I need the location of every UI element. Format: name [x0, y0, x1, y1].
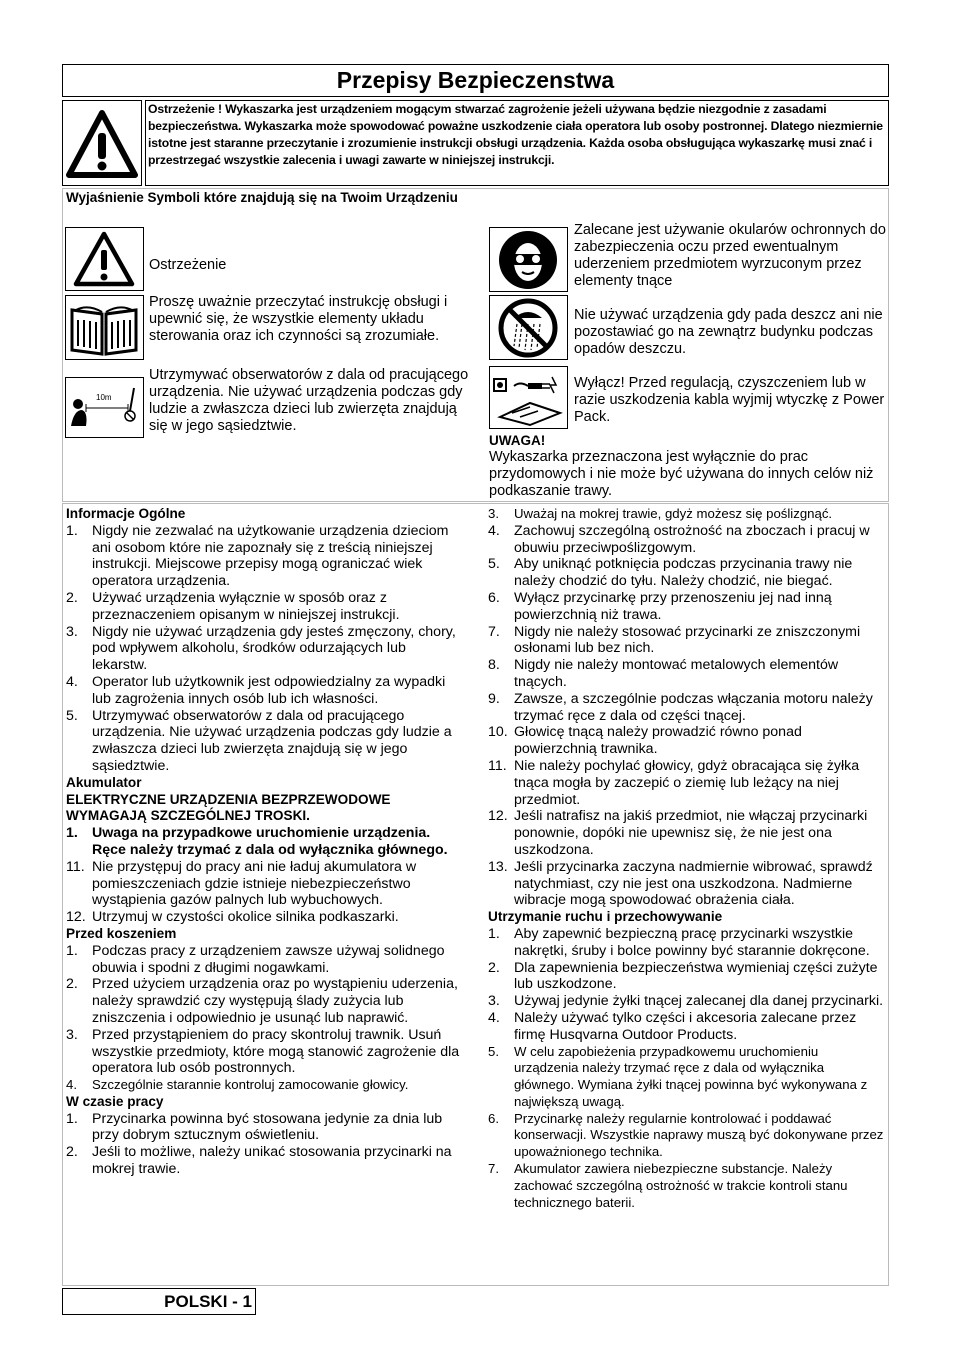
bystanders-distance-icon: [65, 377, 144, 438]
list-text: Jeśli to możliwe, należy unikać stosowania przycinarki na mokrej trawie.: [92, 1144, 452, 1178]
list-number: 7.: [488, 623, 500, 640]
list-number: 13.: [488, 858, 508, 875]
during-work-item: [488, 590, 886, 624]
general-info-item: [66, 624, 464, 674]
list-number: 2.: [66, 1144, 78, 1161]
list-text: Używaj jedynie żyłki tnącej zalecanej dla danej przycinarki.: [514, 993, 884, 1010]
list-number: 11.: [488, 757, 507, 774]
warning-symbol-icon: [65, 227, 144, 291]
during-work-heading: W czasie pracy: [66, 1093, 164, 1109]
list-text: Aby zapewnić bezpieczną pracę przycinarki wszystkie nakrętki, śruby i bolce powinny być starannie dokręcone.: [514, 925, 870, 959]
warning-notice: Ostrzeżenie ! Wykaszarka jest urządzeniem mogącym stwarzać zagrożenie jeżeli używana będzie niezgodnie z zasadami bezpieczeństwa. Wykaszarka może spowodować poważne uszkodzenie ciała operatora lub osoby postronnej. Dlatego niezmiernie istotne jest staranne przeczytanie i zrozumienie instrukcji obsługi urządzenia. Każda osoba obsługująca wykaszarkę musi znać i przestrzegać wszystkie zalecenia i uwagi zawarte w niniejszej instrukcji.: [145, 100, 889, 186]
list-number: 4.: [488, 522, 500, 539]
list-text: Nie należy pochylać głowicy, gdyż obracająca się żyłka tnąca mogła by zaczepić o ziemię lub leżący na niej przedmiot.: [514, 757, 860, 808]
battery-caps-warning: ELEKTRYCZNE URZĄDZENIA BEZPRZEWODOWE WYMAGAJĄ SZCZEGÓLNEJ TROSKI.: [66, 791, 391, 824]
list-number: 5.: [66, 707, 78, 724]
list-text: Wyłącz przycinarkę przy przenoszeniu jej nad inną powierzchnią niż trawa.: [514, 589, 832, 623]
maintenance-item: [488, 993, 886, 1010]
list-number: 12.: [488, 808, 508, 825]
general-info-item: [66, 590, 464, 624]
during-work-item: [488, 691, 886, 725]
during-work-item: [488, 624, 886, 658]
warning-symbol-label: Ostrzeżenie: [149, 257, 227, 273]
book-manual-icon: [65, 295, 144, 360]
maintenance-heading: Utrzymanie ruchu i przechowywanie: [488, 909, 723, 925]
general-info-item: [66, 708, 464, 775]
list-number: 8.: [488, 657, 500, 674]
goggles-symbol-label: Zalecane jest używanie okularów ochronnych do zabezpieczenia oczu przed ewentualnym uderzeniem przedmiotem wyrzuconym przez elementy tnące: [574, 222, 886, 289]
page-title: Przepisy Bezpieczenstwa: [62, 64, 889, 97]
during-work-item: [488, 859, 886, 909]
maintenance-item: [488, 1111, 886, 1161]
list-number: 1.: [488, 925, 500, 942]
battery-heading: Akumulator: [66, 774, 142, 790]
distance-mark: 10m: [96, 393, 112, 402]
list-text: Uwaga na przypadkowe uruchomienie urządzenia. Ręce należy trzymać z dala od wyłącznika głównego.: [92, 825, 448, 858]
list-text: Akumulator zawiera niebezpieczne substancje. Należy zachować szczególną ostrożność w trakcie kontroli stanu technicznego baterii.: [514, 1161, 848, 1210]
list-number: 6.: [488, 1110, 499, 1126]
general-info-item: [66, 674, 464, 708]
right-column: [488, 506, 886, 1211]
maintenance-item: [488, 1010, 886, 1044]
maintenance-item: [488, 1161, 886, 1211]
list-number: 5.: [488, 556, 500, 573]
during-work-item: [488, 523, 886, 557]
list-text: Zawsze, a szczególnie podczas włączania motoru należy trzymać ręce z dala od części tnącej.: [514, 690, 873, 724]
list-text: Nigdy nie należy montować metalowych elementów tnących.: [514, 657, 839, 690]
during-work-item: [488, 657, 886, 691]
list-number: 1.: [66, 522, 78, 539]
uwaga-title: UWAGA!: [489, 433, 546, 448]
list-number: 4.: [488, 1009, 500, 1026]
before-mowing-item: [66, 1027, 464, 1077]
before-mowing-item: [66, 1077, 464, 1094]
list-text: Jeśli przycinarka zaczyna nadmiernie wibrować, sprawdź natychmiast, czy nie jest ona uszkodzona. Nadmierne wibracje mogą spowodować obrażenia ciała.: [514, 858, 873, 909]
before-mowing-heading: Przed koszeniem: [66, 925, 177, 941]
list-text: Przed użyciem urządzenia oraz po wystąpieniu uderzenia, należy sprawdzić czy występują ślady zużycia lub zniszczenia i odpowiednio je usunąć lub naprawić.: [92, 976, 458, 1026]
list-number: 10.: [488, 724, 508, 741]
during-work-item: [488, 506, 886, 523]
maintenance-item: [488, 960, 886, 994]
list-text: Utrzymuj w czystości okolice silnika podkaszarki.: [92, 909, 399, 926]
list-text: Głowicę tnącą należy prowadzić równo ponad powierzchnią trawnika.: [514, 724, 802, 758]
list-number: 2.: [66, 589, 78, 606]
list-number: 9.: [488, 690, 500, 707]
manual-symbol-label: Proszę uważnie przeczytać instrukcję obsługi i upewnić się, że wszystkie elementy układu sterowania oraz ich czynności są zrozumiałe.: [149, 294, 448, 344]
no-rain-icon: [489, 295, 568, 360]
general-info-item: [66, 523, 464, 590]
list-number: 3.: [66, 623, 78, 640]
list-text: Aby uniknąć potknięcia podczas przycinania trawy nie należy chodzić do tyłu. Należy chodzić, nie biegać.: [514, 556, 853, 590]
list-number: 4.: [66, 1077, 77, 1093]
list-text: Nie przystępuj do pracy ani nie ładuj akumulatora w pomieszczeniach gdzie istnieje niebezpieczeństwo wystąpienia gazów palnych lub wybuchowych.: [92, 858, 417, 909]
maintenance-item: [488, 1044, 886, 1111]
list-number: 5.: [488, 1043, 499, 1059]
list-number: 11.: [66, 858, 85, 875]
list-text: Operator lub użytkownik jest odpowiedzialny za wypadki lub zagrożenia innych osób lub ich własności.: [92, 673, 446, 707]
safety-goggles-icon: [489, 227, 568, 292]
list-number: 12.: [66, 909, 86, 926]
battery-item: [66, 909, 464, 926]
uwaga-text: Wykaszarka przeznaczona jest wyłącznie do prac przydomowych i nie może być używana do innych celów niż podkaszanie trawy.: [489, 449, 874, 499]
bystanders-symbol-label: Utrzymywać obserwatorów z dala od pracującego urządzenia. Nie używać urządzenia podczas gdy ludzie a zwłaszcza dzieci lub zwierzęta znajdują się w jego sąsiedztwie.: [149, 367, 469, 434]
list-number: 2.: [66, 976, 78, 993]
maintenance-item: [488, 926, 886, 960]
list-number: 4.: [66, 673, 78, 690]
list-text: Utrzymywać obserwatorów z dala od pracującego urządzenia. Nie używać urządzenia podczas gdy ludzie a zwłaszcza dzieci lub zwierzęta znajdują się w jego sąsiedztwie.: [92, 707, 452, 774]
list-text: Uważaj na mokrej trawie, gdyż możesz się poślizgnąć.: [514, 506, 833, 521]
battery-item: [66, 825, 464, 859]
list-text: Przycinarkę należy regularnie kontrolować i poddawać konserwacji. Wszystkie naprawy muszą być dokonywane przez upoważnionego technika.: [514, 1110, 884, 1160]
list-number: 1.: [66, 942, 78, 959]
warning-triangle-icon: [62, 100, 142, 186]
list-number: 6.: [488, 589, 500, 606]
list-text: Nigdy nie należy stosować przycinarki ze zniszczonymi osłonami lub bez nich.: [514, 623, 861, 657]
before-mowing-item: [66, 976, 464, 1026]
list-number: 1.: [66, 1110, 78, 1127]
list-text: Należy używać tylko części i akcesoria zalecane przez firmę Husqvarna Outdoor Products.: [514, 1009, 857, 1043]
list-text: Nigdy nie używać urządzenia gdy jesteś zmęczony, chory, pod wpływem alkoholu, środków odurzających lub lekarstw.: [92, 623, 456, 674]
list-text: Dla zapewnienia bezpieczeństwa wymieniaj części zużyte lub uszkodzone.: [514, 959, 878, 993]
list-text: Zachowuj szczególną ostrożność na zboczach i pracuj w obuwiu przeciwpoślizgowym.: [514, 522, 870, 556]
during-work-item: [66, 1111, 464, 1145]
during-work-item: [66, 1144, 464, 1178]
list-text: Przed przystąpieniem do pracy skontroluj trawnik. Usuń wszystkie przedmioty, które mogą stanowić zagrożenie dla operatora lub osób postronnych.: [92, 1026, 460, 1077]
list-number: 3.: [488, 506, 499, 521]
rain-symbol-label: Nie używać urządzenia gdy pada deszcz ani nie pozostawiać go na zewnątrz budynku podczas opadów deszczu.: [574, 307, 883, 357]
battery-item: [66, 859, 464, 909]
general-info-heading: Informacje Ogólne: [66, 506, 186, 521]
before-mowing-item: [66, 943, 464, 977]
list-text: W celu zapobieżenia przypadkowemu uruchomieniu urządzenia należy trzymać ręce z dala od wyłącznika głównego. Wymiana żyłki tnącej powinna być wykonywana z największą uwagą.: [514, 1043, 868, 1109]
list-text: Jeśli natrafisz na jakiś przedmiot, nie włączaj przycinarki ponownie, dopóki nie upewnisz się, że nie jest ona uszkodzona.: [514, 808, 868, 858]
list-number: 7.: [488, 1161, 499, 1177]
during-work-item: [488, 724, 886, 758]
list-text: Używać urządzenia wyłącznie w sposób oraz z przeznaczeniem opisanym w niniejszej instrukcji.: [92, 589, 400, 623]
page-footer: POLSKI - 1: [62, 1288, 256, 1315]
list-number: 3.: [66, 1026, 78, 1043]
list-text: Szczególnie starannie kontroluj zamocowanie głowicy.: [92, 1077, 409, 1093]
unplug-symbol-label: Wyłącz! Przed regulacją, czyszczeniem lub w razie uszkodzenia kabla wyjmij wtyczkę z Power Pack.: [574, 375, 885, 425]
left-column: [66, 506, 464, 1178]
list-number: 1.: [66, 825, 78, 842]
list-text: Przycinarka powinna być stosowana jedynie za dnia lub przy dobrym sztucznym oświetleniu.: [92, 1110, 443, 1144]
during-work-item: [488, 808, 886, 858]
symbols-heading: Wyjaśnienie Symboli które znajdują się na Twoim Urządzeniu: [66, 190, 458, 205]
unplug-icon: [489, 366, 568, 429]
during-work-item: [488, 758, 886, 808]
list-text: Podczas pracy z urządzeniem zawsze używaj solidnego obuwia i spodni z długimi nogawkami.: [92, 942, 445, 976]
list-number: 2.: [488, 959, 500, 976]
during-work-item: [488, 556, 886, 590]
list-text: Nigdy nie zezwalać na użytkowanie urządzenia dzieciom ani osobom które nie zapoznały się z treścią niniejszej instrukcji. Miejscowe przepisy mogą ograniczać wiek operatora urządzenia.: [92, 522, 449, 590]
list-number: 3.: [488, 993, 500, 1010]
